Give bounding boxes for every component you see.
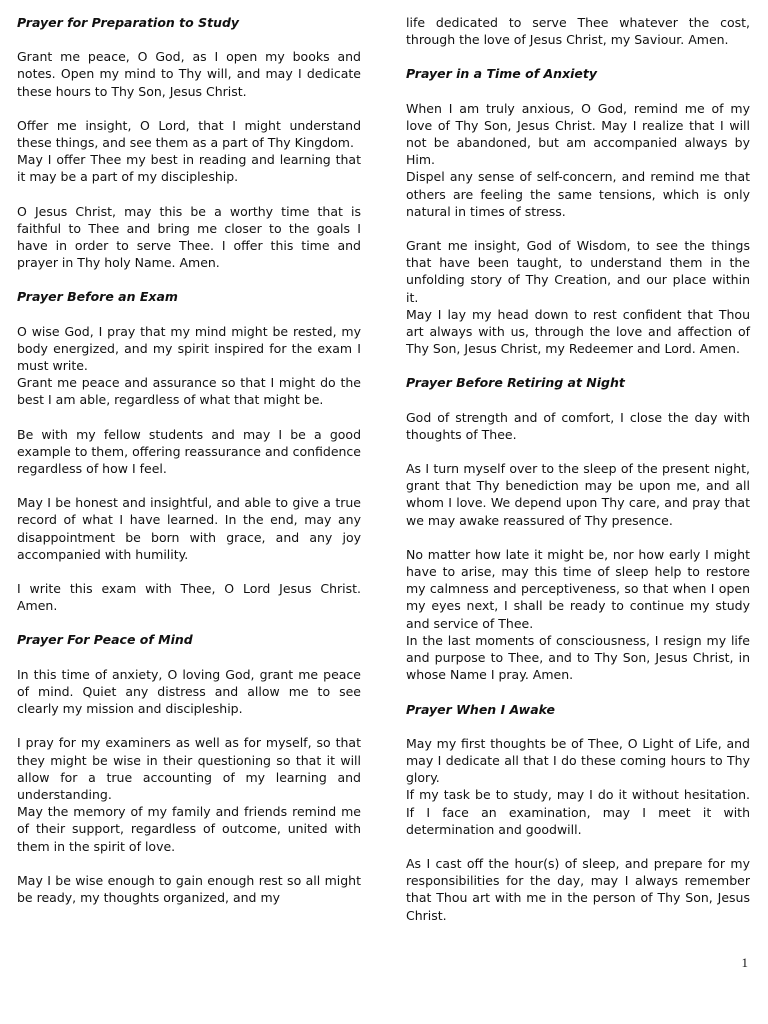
paragraph — [406, 237, 750, 357]
paragraph — [17, 494, 361, 563]
prayer-heading: Prayer Before Retiring at Night — [406, 375, 625, 391]
paragraph-sentence: Grant me peace and assurance so that I might do the best I am able, regardless of what that might be. — [17, 375, 361, 408]
prayer-heading: Prayer When I Awake — [406, 701, 555, 717]
paragraph-sentence: Grant me insight, God of Wisdom, to see the things that have been taught, to understand them in the unfolding story of Thy Creation, and our place within it. — [406, 238, 750, 305]
paragraph — [17, 48, 361, 100]
paragraph — [17, 426, 361, 478]
paragraph — [406, 460, 750, 529]
paragraph-sentence: Dispel any sense of self-concern, and remind me that others are feeling the same tensions, which is only natural in times of stress. — [406, 169, 750, 219]
paragraph — [406, 14, 750, 48]
paragraph-sentence: If my task be to study, may I do it without hesitation. If I face an examination, may I meet it with determination and goodwill. — [406, 787, 750, 837]
paragraph-sentence: When I am truly anxious, O God, remind me of my love of Thy Son, Jesus Christ. May I realize that I will not be abandoned, but am accompanied always by Him. — [406, 100, 750, 168]
paragraph — [17, 872, 361, 906]
right-column — [406, 14, 750, 941]
paragraph — [406, 546, 750, 684]
paragraph — [406, 735, 750, 838]
paragraph-sentence: In the last moments of consciousness, I resign my life and purpose to Thee, and to Thy Son, Jesus Christ, in whose Name I pray. Amen. — [406, 632, 750, 683]
prayer-heading: Prayer for Preparation to Study — [17, 15, 240, 30]
paragraph — [17, 580, 361, 614]
paragraph — [17, 666, 361, 718]
paragraph — [17, 323, 361, 409]
paragraph — [17, 117, 361, 186]
paragraph-sentence: Offer me insight, O Lord, that I might understand these things, and see them as a part of Thy Kingdom. — [17, 117, 361, 151]
paragraph-sentence: Grant me peace, O God, as I open my books and notes. Open my mind to Thy will, and may I dedicate these hours to Thy Son, Jesus Christ. — [17, 49, 361, 99]
paragraph-sentence: As I turn myself over to the sleep of the present night, grant that Thy benediction may be upon me, and all whom I love. We depend upon Thy care, and pray that we may awake reassured of Thy presence. — [406, 461, 750, 528]
prayer-heading: Prayer in a Time of Anxiety — [406, 66, 598, 82]
paragraph-sentence: No matter how late it might be, nor how early I might have to arise, may this time of sleep help to restore my calmness and perceptiveness, so that when I open my eyes next, I shall be ready to continue my study and service of Thee. — [406, 546, 750, 631]
paragraph-sentence: Be with my fellow students and may I be a good example to them, offering reassurance and confidence regardless of how I feel. — [17, 426, 361, 477]
left-column — [17, 14, 361, 923]
paragraph — [406, 409, 750, 443]
paragraph-sentence: O Jesus Christ, may this be a worthy time that is faithful to Thee and bring me closer to the goals I have in order to serve Thee. I offer this time and prayer in Thy holy Name. Amen. — [17, 203, 361, 271]
paragraph-sentence: May my first thoughts be of Thee, O Light of Life, and may I dedicate all that I do these coming hours to Thy glory. — [406, 735, 750, 786]
paragraph-sentence: In this time of anxiety, O loving God, grant me peace of mind. Quiet any distress and allow me to see clearly my mission and discipleship. — [17, 666, 361, 717]
paragraph-sentence: May the memory of my family and friends remind me of their support, regardless of outcome, united with them in the spirit of love. — [17, 804, 361, 854]
prayer-heading: Prayer For Peace of Mind — [17, 632, 193, 648]
paragraph-sentence: May I be wise enough to gain enough rest so all might be ready, my thoughts organized, and my — [17, 872, 361, 905]
paragraph-sentence: As I cast off the hour(s) of sleep, and prepare for my responsibilities for the day, may I always remember that Thou art with me in the person of Thy Son, Jesus Christ. — [406, 855, 750, 923]
paragraph-sentence: May I offer Thee my best in reading and learning that it may be a part of my discipleship. — [17, 152, 361, 185]
paragraph-sentence: I write this exam with Thee, O Lord Jesus Christ. Amen. — [17, 581, 361, 614]
paragraph-sentence: May I lay my head down to rest confident that Thou art always with us, through the love and affection of Thy Son, Jesus Christ, my Redeemer and Lord. Amen. — [406, 306, 750, 357]
paragraph-sentence: May I be honest and insightful, and able to give a true record of what I have learned. In the end, may any disappointment be born with grace, and any joy accompanied with humility. — [17, 495, 361, 562]
paragraph-sentence: life dedicated to serve Thee whatever the cost, through the love of Jesus Christ, my Saviour. Amen. — [406, 15, 750, 48]
page-number: 1 — [741, 955, 748, 970]
prayer-heading: Prayer Before an Exam — [17, 289, 178, 305]
paragraph-sentence: I pray for my examiners as well as for myself, so that they might be wise in their questioning so that it will allow for a true accounting of my learning and understanding. — [17, 735, 361, 802]
paragraph — [17, 734, 361, 854]
paragraph-sentence: God of strength and of comfort, I close the day with thoughts of Thee. — [406, 409, 750, 442]
paragraph-sentence: O wise God, I pray that my mind might be rested, my body energized, and my spirit inspired for the exam I must write. — [17, 323, 361, 374]
paragraph — [17, 203, 361, 272]
paragraph — [406, 855, 750, 924]
paragraph — [406, 100, 750, 220]
